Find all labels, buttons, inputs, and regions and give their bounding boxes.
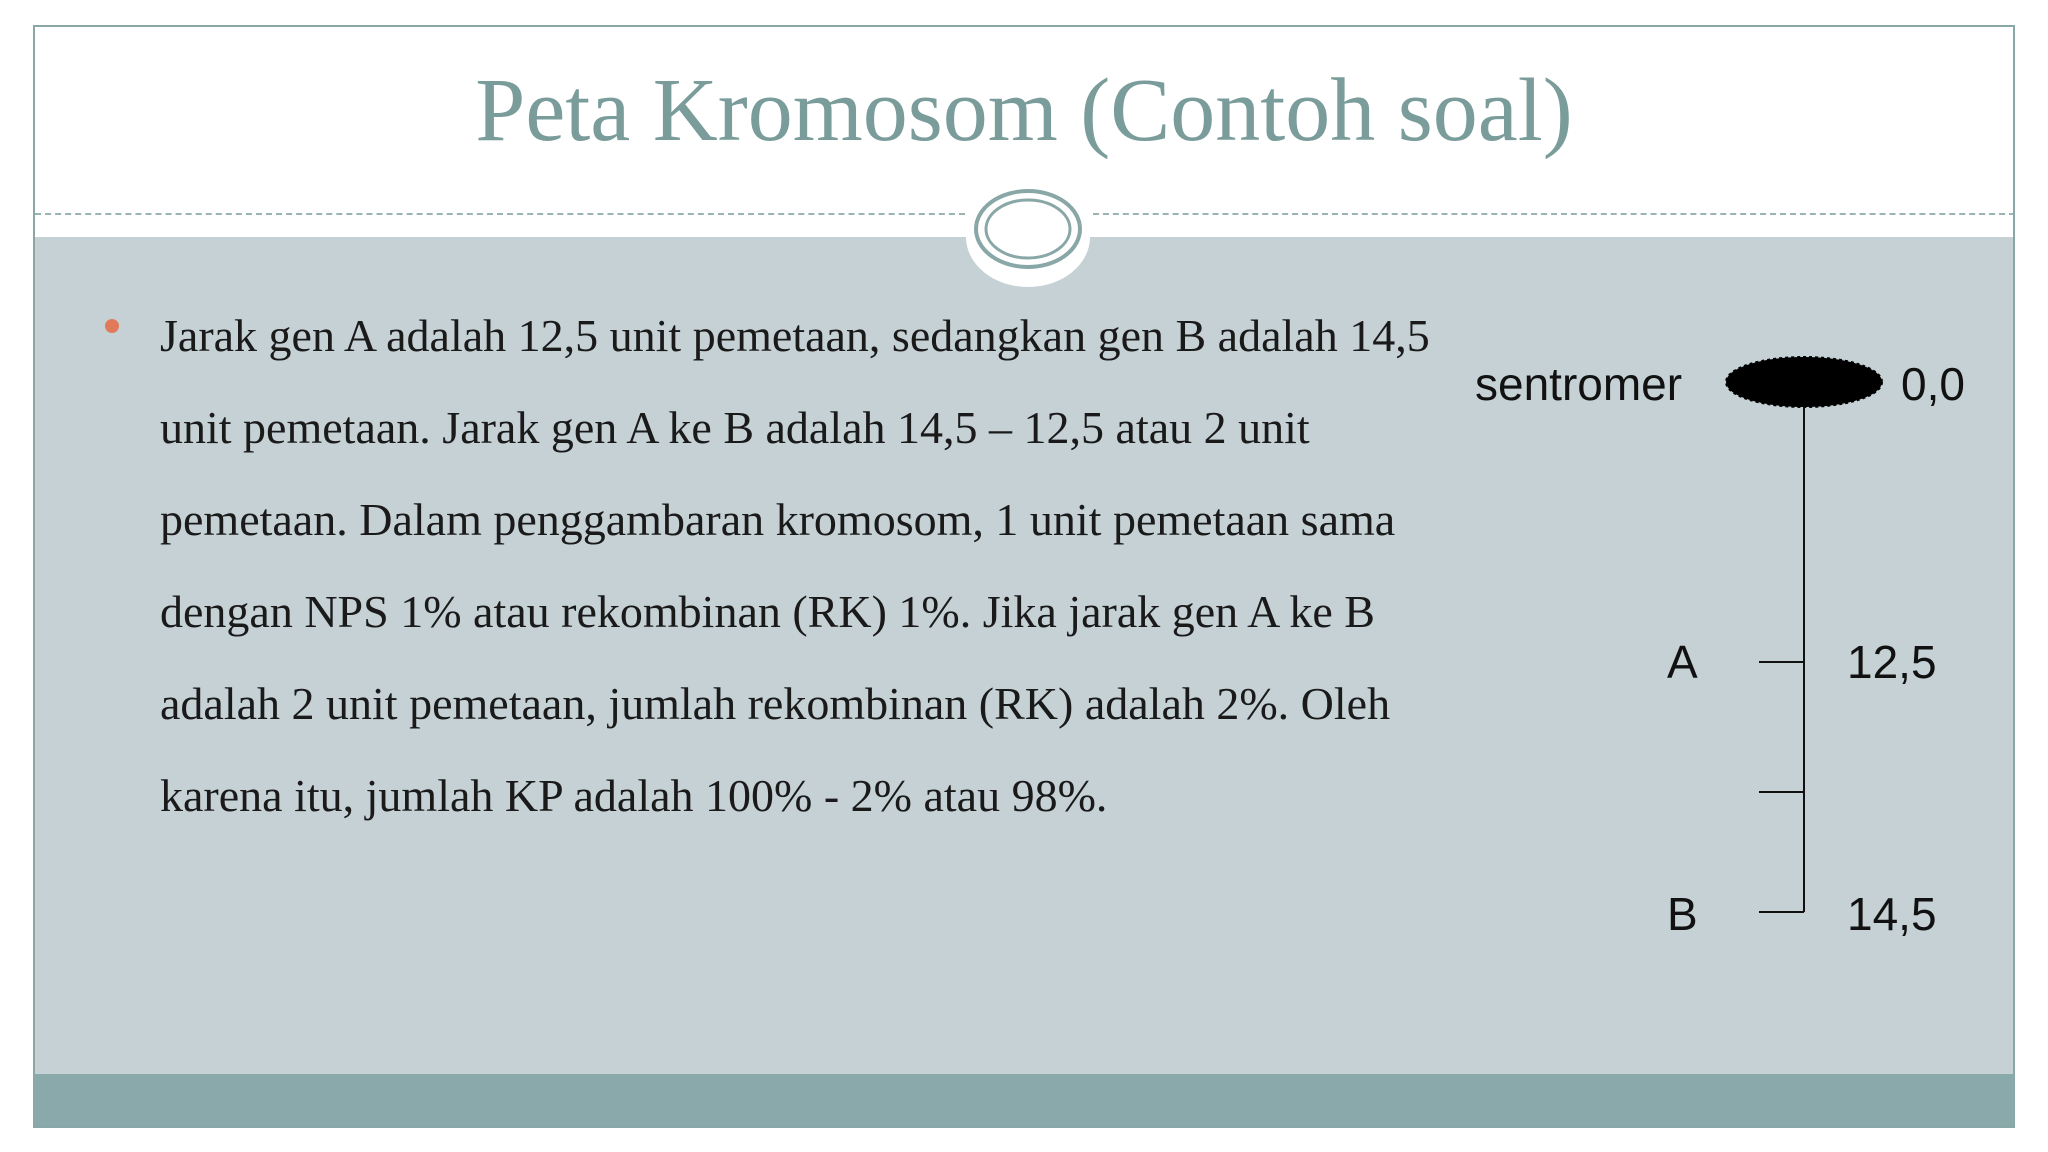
gene-b-label: B — [1667, 888, 1698, 940]
centromere-value: 0,0 — [1901, 358, 1965, 410]
bullet-text: Jarak gen A adalah 12,5 unit pemetaan, sedangkan gen B adalah 14,5 unit pemetaan. Jarak gen A ke B adalah 14,5 – 12,5 atau 2 unit pemetaan. Dalam penggambaran kromosom, 1 unit pemetaan sama dengan NPS 1% atau rekombinan (RK) 1%. Jika jarak gen A ke B adalah 2 unit pemetaan, jumlah rekombinan (RK) adalah 2%. Oleh karena itu, jumlah KP adalah 100% - 2% atau 98%. — [160, 310, 1430, 821]
divider-left — [35, 213, 965, 215]
centromere-label: sentromer — [1475, 358, 1683, 410]
gene-a-value: 12,5 — [1847, 636, 1937, 688]
slide — [33, 25, 2015, 1128]
centromere-shape — [1726, 357, 1882, 407]
bullet-icon — [105, 319, 119, 333]
divider-right — [1093, 213, 2015, 215]
ornament-ring-icon — [963, 172, 1093, 302]
chromosome-map — [1435, 317, 1995, 957]
slide-title: Peta Kromosom (Contoh soal) — [475, 61, 1573, 160]
gene-b-value: 14,5 — [1847, 888, 1937, 940]
footer-band — [35, 1074, 2013, 1126]
gene-a-label: A — [1667, 636, 1698, 688]
